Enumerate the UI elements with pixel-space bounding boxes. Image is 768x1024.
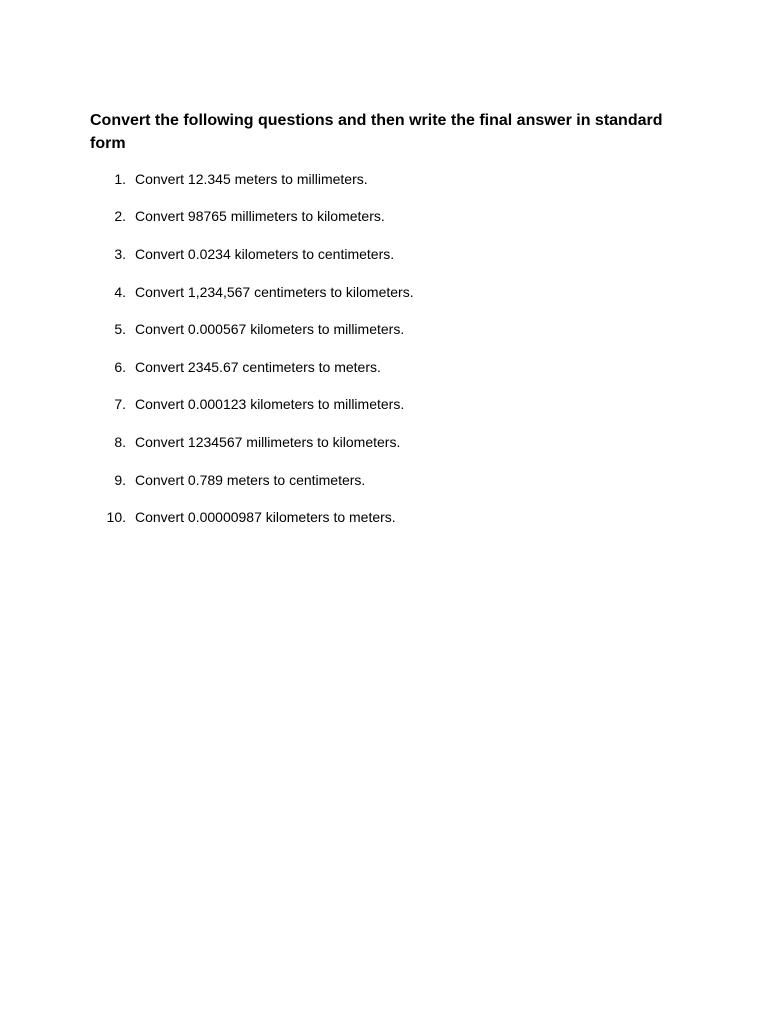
list-item: [0, 470, 700, 490]
list-item: [0, 282, 700, 302]
question-number: 7.: [114, 396, 126, 412]
question-text: Convert 1234567 millimeters to kilometers.: [135, 434, 401, 450]
list-item: [0, 357, 700, 377]
list-item: [0, 244, 700, 264]
question-number: 5.: [114, 321, 126, 337]
question-text: Convert 98765 millimeters to kilometers.: [135, 208, 385, 224]
question-number: 8.: [114, 434, 126, 450]
list-item: [0, 507, 700, 527]
list-item: [0, 319, 700, 339]
question-text: Convert 12.345 meters to millimeters.: [135, 171, 368, 187]
question-text: Convert 0.000567 kilometers to millimeters.: [135, 321, 405, 337]
question-text: Convert 0.000123 kilometers to millimeters.: [135, 396, 405, 412]
question-number: 9.: [114, 472, 126, 488]
list-item: [0, 169, 700, 189]
question-text: Convert 0.00000987 kilometers to meters.: [135, 509, 396, 525]
question-number: 10.: [106, 509, 126, 525]
question-number: 6.: [114, 359, 126, 375]
list-item: [0, 394, 700, 414]
question-text: Convert 0.0234 kilometers to centimeters.: [135, 246, 395, 262]
question-text: Convert 2345.67 centimeters to meters.: [135, 359, 381, 375]
question-text: Convert 1,234,567 centimeters to kilometers.: [135, 284, 414, 300]
question-text: Convert 0.789 meters to centimeters.: [135, 472, 366, 488]
question-number: 2.: [114, 208, 126, 224]
question-number: 1.: [114, 171, 126, 187]
worksheet-heading: Convert the following questions and then write the final answer in standard form: [90, 112, 663, 152]
question-number: 4.: [114, 284, 126, 300]
list-item: [0, 432, 700, 452]
list-item: [0, 206, 700, 226]
question-number: 3.: [114, 246, 126, 262]
